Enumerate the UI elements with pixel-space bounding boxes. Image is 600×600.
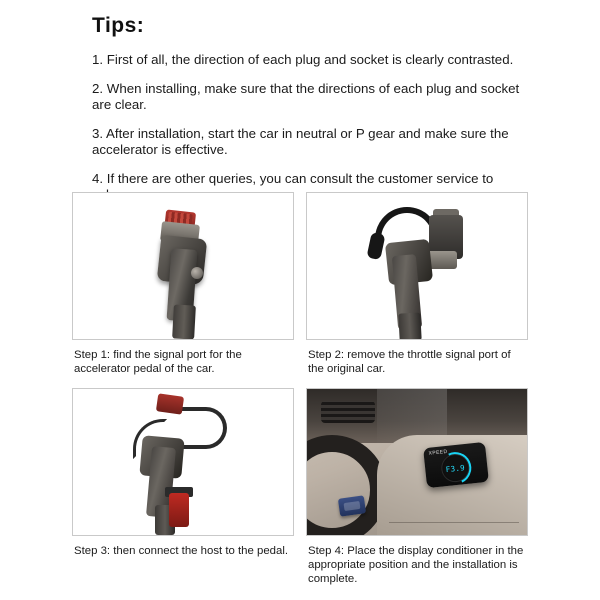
steps-grid [72,192,528,598]
harness-wire-shape [177,407,227,449]
panel-seam-line [389,522,519,523]
air-vent-icon [321,401,375,423]
device-readout: F3.9 [445,462,466,474]
car-key-icon [338,495,366,516]
device-brand-label: XPEED [428,448,448,457]
tip-item-4: 4. If there are other queries, you can consult the customer service to [92,170,494,186]
tip-item-2: 2. When installing, make sure that the directions of each plug and socket are clear. [92,80,520,112]
step-caption-2: Step 2: remove the throttle signal port of the original car. [308,349,511,375]
step-cell-3 [72,388,294,598]
page-title: Tips: [92,14,145,37]
tip-item-3: 3. After installation, start the car in neutral or P gear and make sure the accelerator is effective. [92,125,509,157]
step-cell-1 [72,192,294,388]
red-connector-icon [156,393,184,414]
pedal-lower-shape [398,312,421,340]
tips-list [92,52,522,204]
tip-item-1: 1. First of all, the direction of each plug and socket is clearly contrasted. [92,52,514,67]
step-caption-3: Step 3: then connect the host to the pedal. [74,545,289,557]
accelerator-pedal-signal-port-photo [72,192,294,340]
remove-throttle-signal-port-photo [306,192,528,340]
steering-wheel-shape [306,435,387,536]
step-cell-4 [306,388,528,598]
display-conditioner-installed-photo [306,388,528,536]
black-cable-end-shape [366,232,385,260]
bolt-icon [191,267,203,279]
step-caption-1: Step 1: find the signal port for the accelerator pedal of the car. [74,349,242,375]
device-dial[interactable] [440,453,471,484]
connect-host-to-pedal-photo [72,388,294,536]
step-caption-4: Step 4: Place the display conditioner in the appropriate position and the installation is complete. [308,545,524,585]
host-module-shape [169,493,189,527]
step-cell-2 [306,192,528,388]
display-conditioner-device[interactable] [423,442,489,488]
pedal-lower-shape [172,304,196,339]
